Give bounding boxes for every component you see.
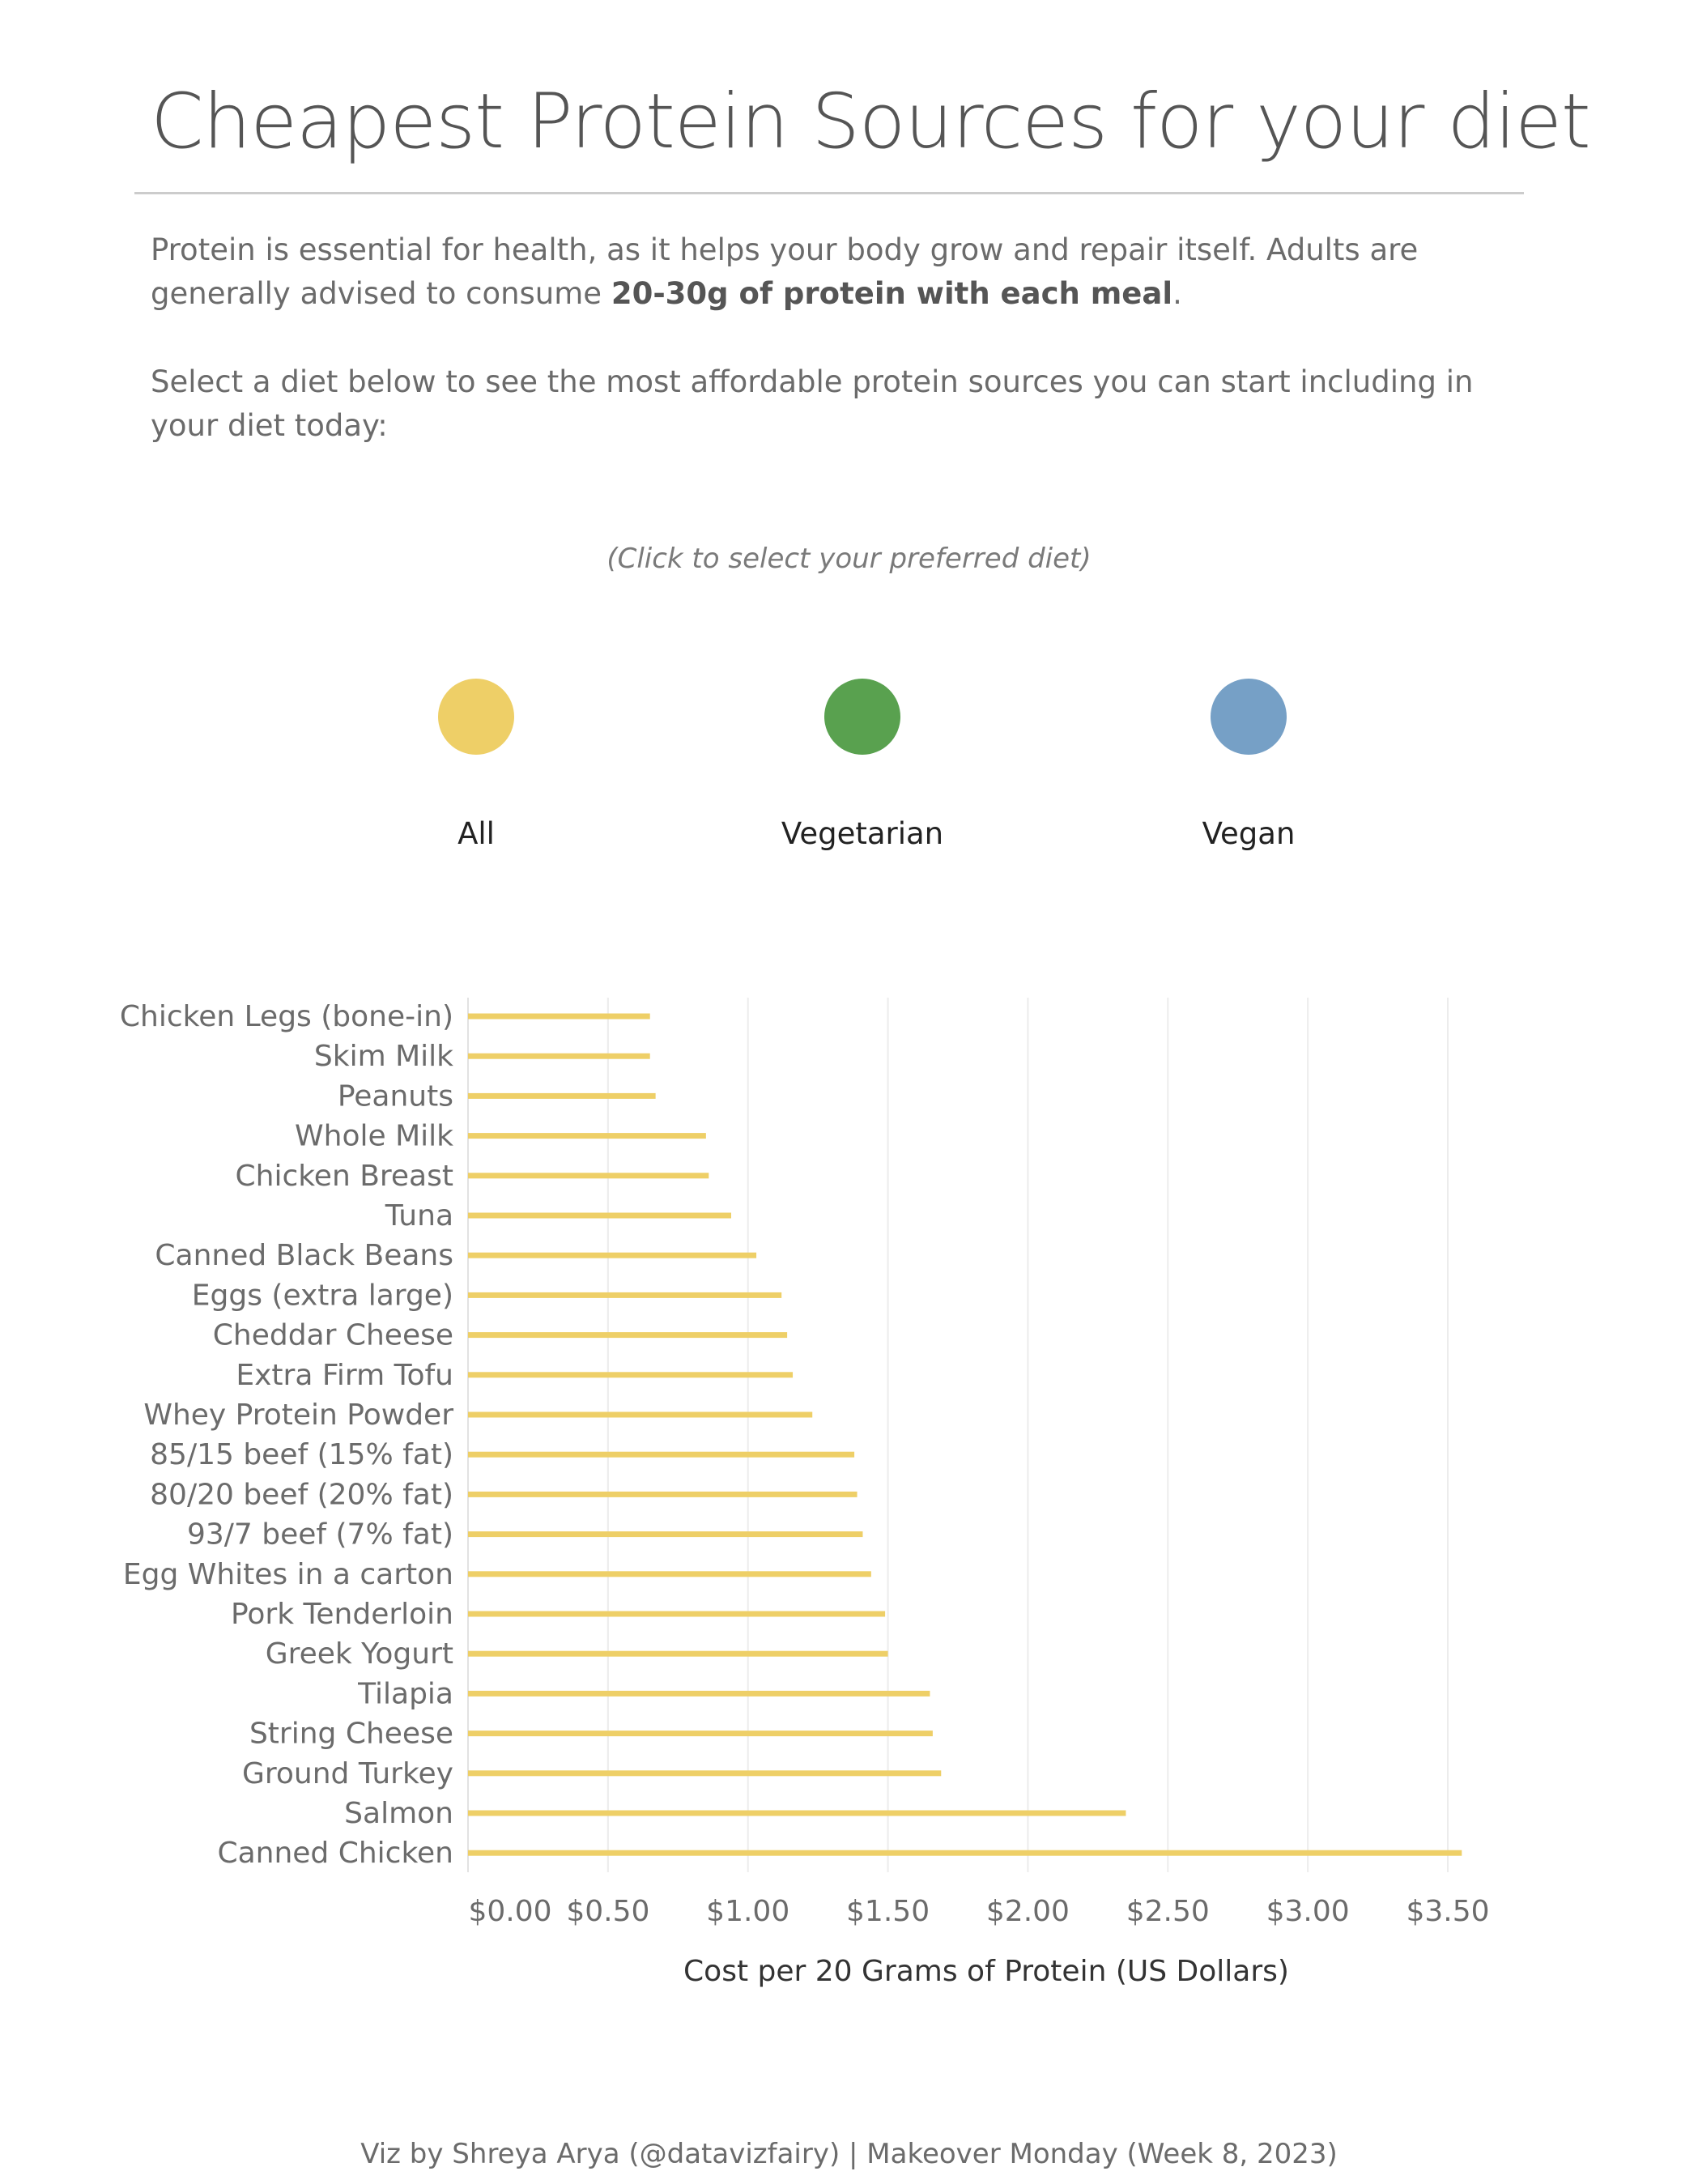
- x-tick-label-3: $1.50: [846, 1895, 930, 1928]
- category-label-14: Egg Whites in a carton: [122, 1557, 453, 1591]
- diet-label-vegetarian[interactable]: Vegetarian: [781, 816, 944, 851]
- diet-label-all[interactable]: All: [457, 816, 495, 851]
- bar-16: [468, 1651, 888, 1657]
- bar-19: [468, 1770, 941, 1776]
- category-label-7: Eggs (extra large): [191, 1279, 453, 1313]
- category-label-10: Whey Protein Powder: [143, 1399, 453, 1432]
- diet-option-vegetarian[interactable]: [741, 672, 984, 866]
- bar-18: [468, 1731, 933, 1736]
- diet-option-vegan[interactable]: [1127, 672, 1370, 866]
- category-label-5: Tuna: [385, 1199, 453, 1232]
- intro-paragraph: [151, 228, 1527, 316]
- category-label-20: Salmon: [344, 1797, 453, 1830]
- category-label-15: Pork Tenderloin: [230, 1598, 453, 1631]
- intro-end: .: [1172, 276, 1182, 311]
- category-label-1: Skim Milk: [313, 1040, 453, 1074]
- category-label-3: Whole Milk: [295, 1119, 453, 1153]
- category-label-6: Canned Black Beans: [155, 1239, 453, 1273]
- bar-6: [468, 1253, 756, 1258]
- diet-option-all[interactable]: [355, 672, 598, 866]
- category-label-13: 93/7 beef (7% fat): [186, 1518, 453, 1552]
- page-title: Cheapest Protein Sources for your diet: [151, 78, 1590, 166]
- bar-5: [468, 1213, 731, 1219]
- diet-dot-all[interactable]: [438, 679, 514, 755]
- diet-dot-vegetarian[interactable]: [824, 679, 900, 755]
- title-divider: [134, 192, 1524, 194]
- x-tick-label-2: $1.00: [706, 1895, 790, 1928]
- selector-hint: (Click to select your preferred diet): [606, 543, 1092, 575]
- category-label-18: String Cheese: [249, 1717, 453, 1751]
- x-axis-title: Cost per 20 Grams of Protein (US Dollars): [683, 1955, 1289, 1988]
- x-tick-label-1: $0.50: [566, 1895, 650, 1928]
- bar-10: [468, 1412, 812, 1418]
- x-tick-label-7: $3.50: [1406, 1895, 1490, 1928]
- bar-7: [468, 1292, 781, 1298]
- category-label-11: 85/15 beef (15% fat): [150, 1438, 453, 1472]
- bar-1: [468, 1054, 650, 1059]
- bar-21: [468, 1850, 1462, 1856]
- category-label-8: Cheddar Cheese: [212, 1318, 453, 1352]
- footer-credit: Viz by Shreya Arya (@datavizfairy) | Makeover Monday (Week 8, 2023): [360, 2138, 1338, 2170]
- bar-12: [468, 1492, 858, 1497]
- category-label-19: Ground Turkey: [241, 1756, 453, 1790]
- x-tick-label-5: $2.50: [1126, 1895, 1210, 1928]
- category-label-12: 80/20 beef (20% fat): [150, 1478, 453, 1512]
- bar-0: [468, 1014, 650, 1020]
- diet-label-vegan[interactable]: Vegan: [1202, 816, 1296, 851]
- protein-cost-chart: [0, 972, 1698, 2024]
- x-tick-label-0: $0.00: [468, 1895, 552, 1928]
- bar-20: [468, 1811, 1126, 1816]
- category-label-17: Tilapia: [358, 1677, 453, 1711]
- category-label-4: Chicken Breast: [235, 1159, 453, 1193]
- bar-2: [468, 1093, 656, 1099]
- bar-17: [468, 1691, 930, 1697]
- category-label-0: Chicken Legs (bone-in): [119, 1000, 453, 1033]
- category-label-9: Extra Firm Tofu: [236, 1358, 453, 1392]
- bar-3: [468, 1133, 706, 1139]
- category-label-21: Canned Chicken: [217, 1837, 453, 1871]
- bar-13: [468, 1531, 862, 1537]
- instruction-paragraph: Select a diet below to see the most affordable protein sources you can start including in your diet today:: [151, 364, 1474, 443]
- x-tick-label-4: $2.00: [985, 1895, 1070, 1928]
- bar-15: [468, 1611, 885, 1617]
- bar-11: [468, 1452, 854, 1458]
- bar-4: [468, 1173, 709, 1178]
- category-label-2: Peanuts: [337, 1079, 453, 1113]
- diet-dot-vegan[interactable]: [1211, 679, 1287, 755]
- bar-14: [468, 1571, 871, 1577]
- bar-9: [468, 1372, 793, 1377]
- bar-8: [468, 1332, 787, 1338]
- category-label-16: Greek Yogurt: [265, 1637, 453, 1671]
- intro-bold-text: 20-30g of protein with each meal: [611, 276, 1173, 311]
- intro-text: Protein is essential for health, as it helps your body grow and repair itself. Adults are generally advised to consume: [151, 232, 1419, 311]
- x-tick-label-6: $3.00: [1266, 1895, 1350, 1928]
